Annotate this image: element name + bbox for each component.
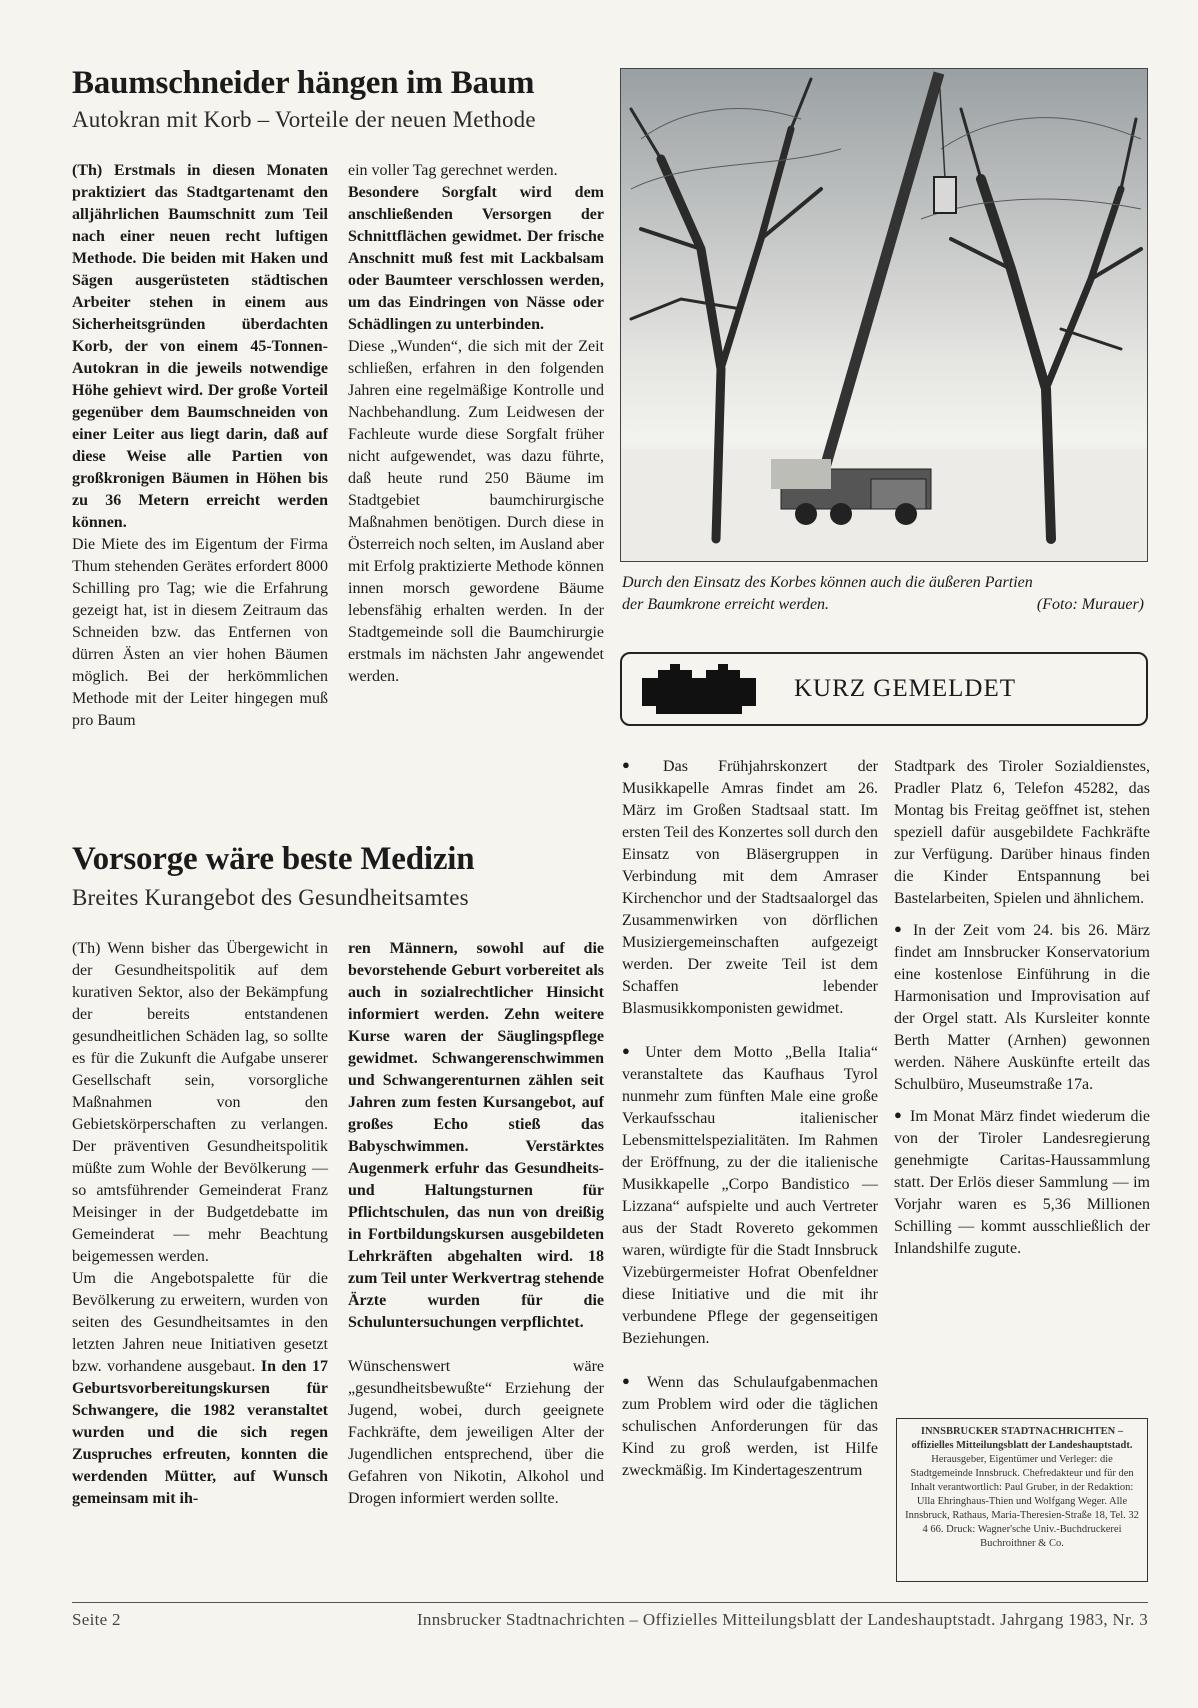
kurz-item-3-continued: Stadtpark des Tiroler Sozialdienstes, Pradler Platz 6, Telefon 45282, das Montag bis Freitag geöffnet ist, stehen speziell dafür ausgebildete Fachkräfte zur Verfügung. Darüber hinaus finden die Kinder Entspannung bei Bastelarbeiten, Spielen und ähnlichem. — [894, 758, 1150, 907]
article2-col1-text-2 — [72, 1268, 328, 1510]
article1-col1-bold-text: (Th) Erstmals in diesen Monaten praktiziert das Stadtgartenamt den alljährlichen Baumschnitt zum Teil nach einer neuen recht luftigen Methode. Die beiden mit Haken und Sägen ausgerüsteten städtischen Arbeiter stehen in einem aus Sicherheitsgründen überdachten Korb, der von einem 45-Tonnen-Autokran in die jeweils notwendige Höhe gehievt wird. Der große Vorteil gegenüber dem Baumschneiden von einer Leiter aus liegt darin, daß auf diese Weise alle Partien von großkronigen Bäumen in Höhen bis zu 36 Metern erreicht werden können. — [72, 162, 328, 531]
footer-rule — [72, 1602, 1148, 1603]
article1-subhead: Autokran mit Korb – Vorteile der neuen Methode — [72, 107, 536, 132]
article2-col1-text: (Th) Wenn bisher das Übergewicht in der Gesundheitspolitik auf dem kurativen Sektor, also der Bekämpfung der bereits entstandenen gesundheitlichen Schäden lag, so sollte es für die Zukunft die Aufgabe unserer Gesellschaft sein, vorsorgliche Maßnahmen von den Gebietskörperschaften zu verlangen. Der präventiven Gesundheitspolitik müßte zum Wohle der Bevölkerung — so amtsführender Gemeinderat Franz Meisinger in der Budgetdebatte im Gemeinderat — mehr Beachtung beigemessen werden. — [72, 940, 328, 1265]
kurz-item-3: ● Wenn das Schulaufgabenmachen zum Problem wird oder die täglichen schulischen Anforderungen für das Kind zu groß werden, ist Hilfe zweckmäßig. Im Kindertageszentrum — [622, 1372, 878, 1482]
article2-col2-bold-text: ren Männern, sowohl auf die bevorstehende Geburt vorbereitet als auch in sozialrechtlicher Hinsicht informiert werden. Zehn weitere Kurse waren der Säuglingspflege gewidmet. Schwangerenschwimmen und Schwangerenturnen zählen seit Jahren zum festen Kursangebot, auf großes Echo stieß das Babyschwimmen. Verstärktes Augenmerk erfuhr das Gesundheits- und Haltungsturnen für Pflichtschulen, das nun von dreißig in Fortbildungskursen ausgebildeten Lehrkräften abgehalten wird. 18 zum Teil unter Werkvertrag stehende Ärzte wurden für die Schuluntersuchungen verpflichtet. — [348, 940, 604, 1331]
kurz-column-1 — [622, 756, 878, 1482]
footer-page-number: Seite 2 — [72, 1610, 121, 1629]
footer-publication-line: Innsbrucker Stadtnachrichten – Offizielles Mitteilungsblatt der Landeshauptstadt. Jahrgang 1983, Nr. 3 — [416, 1610, 1148, 1629]
caption-line-2: der Baumkrone erreicht werden. — [622, 596, 830, 613]
crane-tree-photo — [620, 68, 1148, 562]
crane-tree-illustration — [621, 69, 1147, 561]
article1-column-2 — [348, 160, 604, 688]
article2-column-1 — [72, 938, 328, 1510]
article2-column-2 — [348, 938, 604, 1510]
photo-caption — [622, 572, 1144, 616]
article1-col2-text-a: ein voller Tag gerechnet werden. — [348, 162, 558, 179]
caption-line-1: Durch den Einsatz des Korbes können auch die äußeren Partien — [622, 574, 1033, 591]
article1-col1-text: Die Miete des im Eigentum der Firma Thum stehenden Gerätes erfordert 8000 Schilling pro Tag; wie die Erfahrung gezeigt hat, ist in diesem Zeitraum das Schneiden bzw. das Entfernen von dürren Ästen an vier hohen Bäumen möglich. Bei der herkömmlichen Methode mit der Leiter hingegen muß pro Baum — [72, 536, 328, 729]
article2-col1-text-2a: Um die Angebotspalette für die Bevölkerung zu erweitern, wurden von seiten des Gesundheitsamtes in den letzten Jahren neue Initiativen gesetzt bzw. vorhandene ausgebaut. — [72, 1270, 328, 1375]
article1-col2-text-b: Diese „Wunden“, die sich mit der Zeit schließen, erfahren in den folgenden Jahren eine regelmäßige Kontrolle und Nachbehandlung. Zum Leidwesen der Fachleute wurde diese Sorgfalt früher nicht aufgewendet, was dazu führte, daß heute rund 250 Bäume im Stadtgebiet baumchirurgische Maßnahmen benötigen. Durch diese in Österreich noch selten, im Ausland aber mit Erfolg praktizierte Methode können innen morsch gewordene Bäume lebensfähig erhalten werden. In der Stadtgemeinde soll die Baumchirurgie erstmals im nächsten Jahr angewendet werden. — [348, 338, 604, 685]
imprint-box — [896, 1418, 1148, 1582]
article2-col1-bold-text: In den 17 Geburtsvorbereitungskursen für Schwangere, die 1982 veranstaltet wurden und die sich regen Zuspruches erfreuten, konnten die werdenden Mütter, auf Wunsch gemeinsam mit ih- — [72, 1358, 328, 1507]
kurz-item-2: ● Unter dem Motto „Bella Italia“ veranstaltete das Kaufhaus Tyrol nunmehr zum fünften Male eine große Verkaufsschau italienischer Lebensmittelspezialitäten. Im Rahmen der Eröffnung, zu der die italienische Musikkapelle „Corpo Bandistico — Lizzana“ aufspielte und auch Vertreter aus der Stadt Rovereto gekommen waren, würdigte für die Stadt Innsbruck Vizebürgermeister Hofrat Obenfeldner diese Initiative und die mit ihr verbundene Pflege der gegenseitigen Beziehungen. — [622, 1042, 878, 1350]
kurz-column-2 — [894, 756, 1150, 1260]
article1-col2-bold-text: Besondere Sorgfalt wird dem anschließenden Versorgen der Schnittflächen gewidmet. Der frische Anschnitt muß fest mit Lackbalsam oder Baumteer verschlossen werden, um das Eindringen von Nässe oder Schädlingen zu unterbinden. — [348, 184, 604, 333]
kurz-gemeldet-header — [620, 652, 1148, 726]
article2-col2-text: Wünschenswert wäre „gesundheitsbewußte“ Erziehung der Jugend, wobei, durch geeignete Fachkräfte, dem jeweiligen Alter der Jugendlichen entsprechend, über die Gefahren von Nikotin, Alkohol und Drogen informiert werden sollte. — [348, 1358, 604, 1507]
imprint-title: INNSBRUCKER STADTNACHRICHTEN – offizielles Mitteilungsblatt der Landeshauptstadt. — [911, 1426, 1133, 1451]
kurz-item-4: ● In der Zeit vom 24. bis 26. März findet am Innsbrucker Konservatorium eine kostenlose Einführung in die Harmonisation und Improvisation auf der Orgel statt. Als Kursleiter konnte Berth Matter (Arnhen) gewonnen werden. Nähere Auskünfte erteilt das Schulbüro, Museumstraße 17a. — [894, 920, 1150, 1096]
kurz-item-1: ● Das Frühjahrskonzert der Musikkapelle Amras findet am 26. März im Großen Stadtsaal statt. Im ersten Teil des Konzertes soll durch den Einsatz von Bläsergruppen in Verbindung mit dem Amraser Kirchenchor und der Stadtsaalorgel das Zusammenwirken von dörflichen Musiziergemeinschaften aufgezeigt werden. Der zweite Teil ist dem Schaffen lebender Blasmusikkomponisten gewidmet. — [622, 756, 878, 1020]
kurz-item-5: ● Im Monat März findet wiederum die von der Tiroler Landesregierung genehmigte Caritas-Haussammlung statt. Der Erlös dieser Sammlung — im Vorjahr waren es 5,36 Millionen Schilling — kommt ausschließlich der Inlandshilfe zugute. — [894, 1106, 1150, 1260]
article1-headline: Baumschneider hängen im Baum — [72, 65, 535, 101]
imprint-text: Herausgeber, Eigentümer und Verleger: die Stadtgemeinde Innsbruck. Chefredakteur und für den Inhalt verantwortlich: Paul Gruber, in der Redaktion: Ulla Ehringhaus-Thien und Wolfgang Weger. Alle Innsbruck, Rathaus, Maria-Theresien-Straße 18, Tel. 32 4 66. Druck: Wagner'sche Univ.-Buchdruckerei Buchroithner & Co. — [905, 1454, 1139, 1549]
article1-column-1 — [72, 160, 328, 732]
article2-subhead: Breites Kurangebot des Gesundheitsamtes — [72, 885, 469, 910]
article2-headline: Vorsorge wäre beste Medizin — [72, 841, 475, 877]
city-emblem-icon — [640, 664, 758, 714]
kurz-gemeldet-title: KURZ GEMELDET — [794, 675, 1016, 702]
photo-credit: (Foto: Murauer) — [1036, 596, 1144, 613]
